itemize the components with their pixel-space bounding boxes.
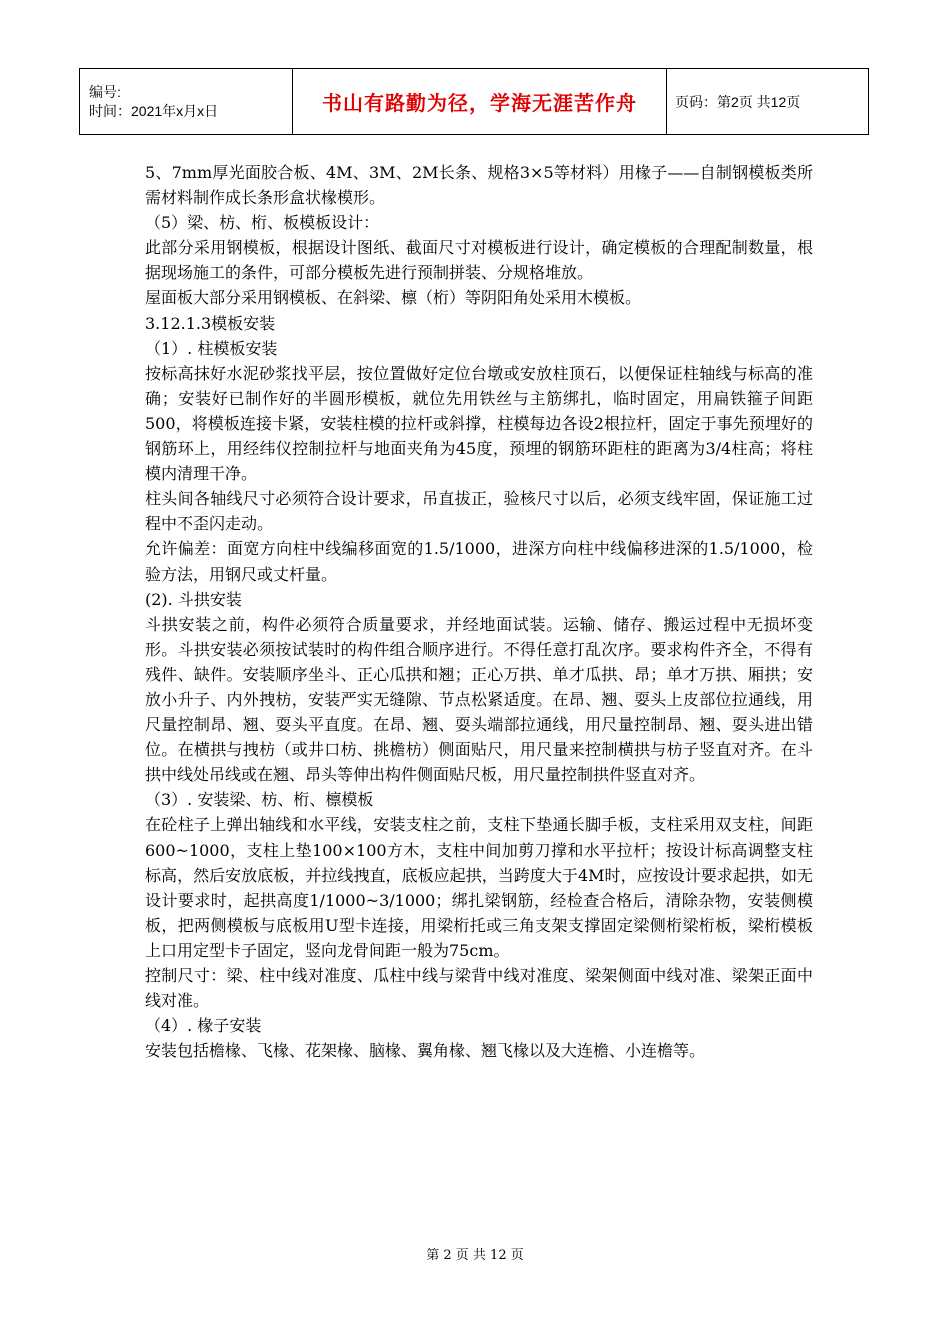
time-label: 时间：2021年x月x日 — [89, 102, 219, 119]
section-heading: (2). 斗拱安装 — [145, 589, 242, 609]
paragraph: 在砼柱子上弹出轴线和水平线，安装支柱之前，支柱下垫通长脚手板，支柱采用双支柱，间距600~1000，支柱上垫100×100方木，支柱中间加剪刀撑和水平拉杆；按设计标高调整支柱标高，然后安放底板，并拉线拽直，底板应起拱，当跨度大于4M时，应按设计要求起拱，如无设计要求时，起拱高度1/1000~3/1000；绑扎梁钢筋，经检查合格后，清除杂物，安装侧模板，把两侧模板与底板用U型卡连接，用梁桁托或三角支架支撑固定梁侧桁梁桁板，梁桁模板上口用定型卡子固定，竖向龙骨间距一般为75cm。 — [145, 815, 813, 960]
paragraph: 安装包括檐椽、飞椽、花架椽、脑椽、翼角椽、翘飞椽以及大连檐、小连檐等。 — [145, 1041, 706, 1061]
number-label: 编号: — [89, 83, 121, 100]
paragraph: 5、7mm厚光面胶合板、4M、3M、2M长条、规格3×5等材料）用椽子——自制钢模板类所需材料制作成长条形盒状椽模形。 — [145, 163, 813, 208]
paragraph: 按标高抹好水泥砂浆找平层，按位置做好定位台墩或安放柱顶石，以便保证柱轴线与标高的准确；安装好已制作好的半圆形模板，就位先用铁丝与主筋绑扎，临时固定，用扁铁箍子间距500，将模板连接卡紧，安装柱模的拉杆或斜撑，柱模每边各设2根拉杆，固定于事先预埋好的钢筋环上，用经纬仪控制拉杆与地面夹角为45度，预埋的钢筋环距柱的距离为3/4柱高；将柱模内清理干净。 — [145, 363, 813, 484]
page-footer: 第 2 页 共 12 页 — [426, 1248, 524, 1263]
header-meta-cell — [80, 69, 293, 135]
section-heading: （1）. 柱模板安装 — [145, 338, 278, 358]
motto: 书山有路勤为径，学海无涯苦作舟 — [293, 69, 667, 135]
paragraph: 控制尺寸：梁、柱中线对准度、瓜柱中线与梁背中线对准度、梁架侧面中线对准、梁架正面中线对准。 — [145, 966, 813, 1011]
paragraph: 允许偏差：面宽方向柱中线编移面宽的1.5/1000，进深方向柱中线偏移进深的1.5/1000，检验方法，用钢尺或丈杆量。 — [145, 539, 813, 584]
section-heading: （3）. 安装梁、枋、桁、檩模板 — [145, 790, 374, 810]
paragraph: 柱头间各轴线尺寸必须符合设计要求，吊直拔正，验核尺寸以后，必须支线牢固，保证施工过程中不歪闪走动。 — [145, 489, 813, 534]
paragraph: 斗拱安装之前，构件必须符合质量要求，并经地面试装。运输、储存、搬运过程中无损坏变形。斗拱安装必须按试装时的构件组合顺序进行。不得任意打乱次序。要求构件齐全，不得有残件、缺件。安装顺序坐斗、正心瓜拱和翘；正心万拱、单才瓜拱、昂；单才万拱、厢拱；安放小升子、内外拽枋，安装严实无缝隙、节点松紧适度。在昂、翘、耍头上皮部位拉通线，用尺量控制昂、翘、耍头平直度。在昂、翘、耍头端部拉通线，用尺量控制昂、翘、耍头进出错位。在横拱与拽枋（或井口枋、挑檐枋）侧面贴尺，用尺量来控制横拱与枋子竖直对齐。在斗拱中线处吊线或在翘、昂头等伸出构件侧面贴尺板，用尺量控制拱件竖直对齐。 — [145, 614, 813, 785]
paragraph: 此部分采用钢模板，根据设计图纸、截面尺寸对模板进行设计，确定模板的合理配制数量，根据现场施工的条件，可部分模板先进行预制拼装、分规格堆放。 — [145, 238, 813, 283]
header-table — [79, 68, 869, 135]
section-heading: 3.12.1.3模板安装 — [145, 313, 276, 333]
document-body — [145, 160, 813, 1063]
section-heading: （4）. 椽子安装 — [145, 1016, 262, 1036]
page-info: 页码：第2页 共12页 — [667, 69, 869, 135]
paragraph: 屋面板大部分采用钢模板、在斜梁、檩（桁）等阴阳角处采用木模板。 — [145, 288, 642, 308]
section-heading: （5）梁、枋、桁、板模板设计： — [145, 213, 380, 233]
